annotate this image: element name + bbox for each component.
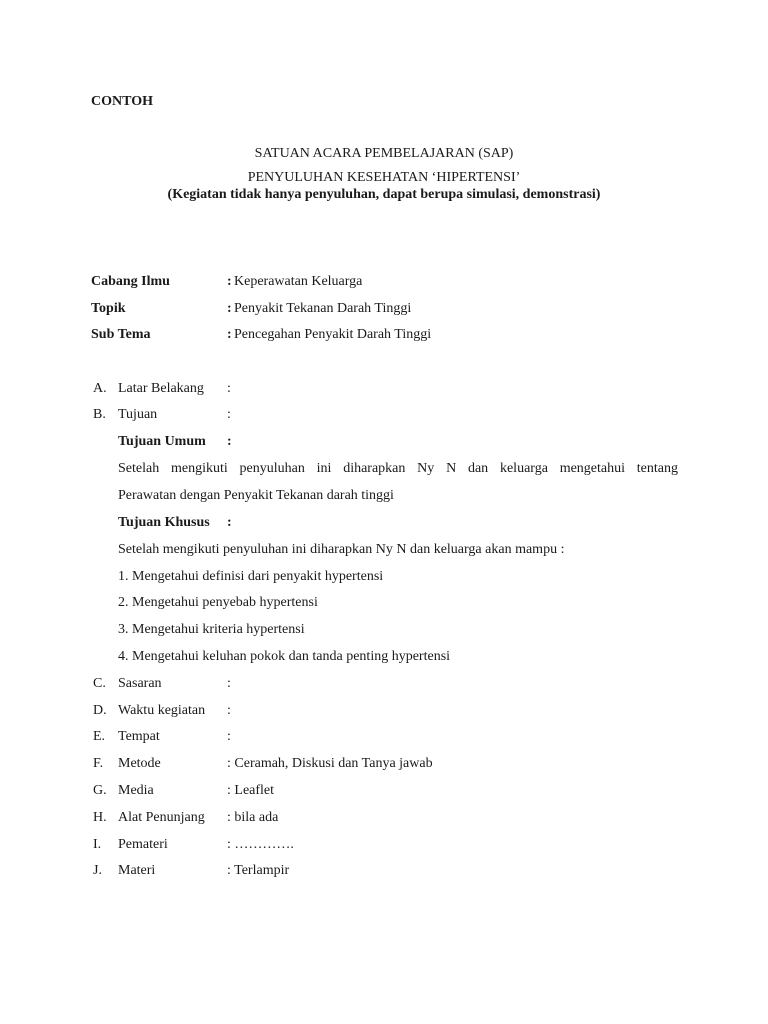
section-value-metode: : Ceramah, Diskusi dan Tanya jawab bbox=[227, 756, 433, 771]
tujuan-khusus-colon: : bbox=[227, 515, 232, 530]
tujuan-umum-text-line2: Perawatan dengan Penyakit Tekanan darah tinggi bbox=[118, 488, 394, 503]
tujuan-umum-text-line1: Setelah mengikuti penyuluhan ini diharapkan Ny N dan keluarga mengetahui tentang bbox=[118, 461, 678, 476]
document-subject: PENYULUHAN KESEHATAN ‘HIPERTENSI’ bbox=[247, 170, 521, 185]
section-letter: F. bbox=[93, 756, 104, 771]
section-letter: J. bbox=[93, 863, 102, 878]
section-letter: A. bbox=[93, 381, 107, 396]
section-label-tujuan: Tujuan bbox=[118, 407, 158, 422]
tujuan-umum-label: Tujuan Umum bbox=[118, 434, 206, 449]
section-value: : bbox=[227, 381, 231, 396]
section-label-tempat: Tempat bbox=[118, 729, 160, 744]
info-label-sub-tema: Sub Tema bbox=[91, 327, 151, 342]
info-colon: : bbox=[227, 274, 232, 289]
section-letter: H. bbox=[93, 810, 107, 825]
section-value: : bbox=[227, 676, 231, 691]
section-letter: G. bbox=[93, 783, 107, 798]
document-title: SATUAN ACARA PEMBELAJARAN (SAP) bbox=[254, 146, 514, 161]
info-colon: : bbox=[227, 301, 232, 316]
section-label-materi: Materi bbox=[118, 863, 156, 878]
section-value: : bbox=[227, 729, 231, 744]
section-label-metode: Metode bbox=[118, 756, 161, 771]
tujuan-khusus-item: 2. Mengetahui penyebab hypertensi bbox=[118, 595, 318, 610]
info-colon: : bbox=[227, 327, 232, 342]
section-value: : bbox=[227, 703, 231, 718]
info-label-topik: Topik bbox=[91, 301, 126, 316]
tujuan-khusus-item: 1. Mengetahui definisi dari penyakit hypertensi bbox=[118, 569, 384, 584]
tujuan-khusus-intro: Setelah mengikuti penyuluhan ini diharapkan Ny N dan keluarga akan mampu : bbox=[118, 542, 565, 557]
section-label-pemateri: Pemateri bbox=[118, 837, 168, 852]
section-value-materi: : Terlampir bbox=[227, 863, 290, 878]
info-value-sub-tema: Pencegahan Penyakit Darah Tinggi bbox=[234, 327, 432, 342]
tujuan-khusus-label: Tujuan Khusus bbox=[118, 515, 210, 530]
section-letter: E. bbox=[93, 729, 106, 744]
section-value-alat-penunjang: : bila ada bbox=[227, 810, 279, 825]
section-label-media: Media bbox=[118, 783, 154, 798]
tujuan-khusus-item: 4. Mengetahui keluhan pokok dan tanda penting hypertensi bbox=[118, 649, 451, 664]
section-label-waktu-kegiatan: Waktu kegiatan bbox=[118, 703, 206, 718]
info-label-cabang-ilmu: Cabang Ilmu bbox=[91, 274, 170, 289]
section-letter: D. bbox=[93, 703, 107, 718]
section-label-sasaran: Sasaran bbox=[118, 676, 162, 691]
section-value: : bbox=[227, 407, 231, 422]
section-value-media: : Leaflet bbox=[227, 783, 275, 798]
document-subtitle: (Kegiatan tidak hanya penyuluhan, dapat berupa simulasi, demonstrasi) bbox=[167, 187, 601, 202]
info-value-cabang-ilmu: Keperawatan Keluarga bbox=[234, 274, 363, 289]
section-label-alat-penunjang: Alat Penunjang bbox=[118, 810, 205, 825]
tujuan-umum-colon: : bbox=[227, 434, 232, 449]
section-letter: C. bbox=[93, 676, 106, 691]
document-heading: CONTOH bbox=[91, 94, 153, 109]
section-letter: B. bbox=[93, 407, 106, 422]
section-letter: I. bbox=[93, 837, 102, 852]
tujuan-khusus-item: 3. Mengetahui kriteria hypertensi bbox=[118, 622, 305, 637]
section-label-latar-belakang: Latar Belakang bbox=[118, 381, 204, 396]
section-value-pemateri: : …………. bbox=[227, 837, 294, 852]
info-value-topik: Penyakit Tekanan Darah Tinggi bbox=[234, 301, 412, 316]
